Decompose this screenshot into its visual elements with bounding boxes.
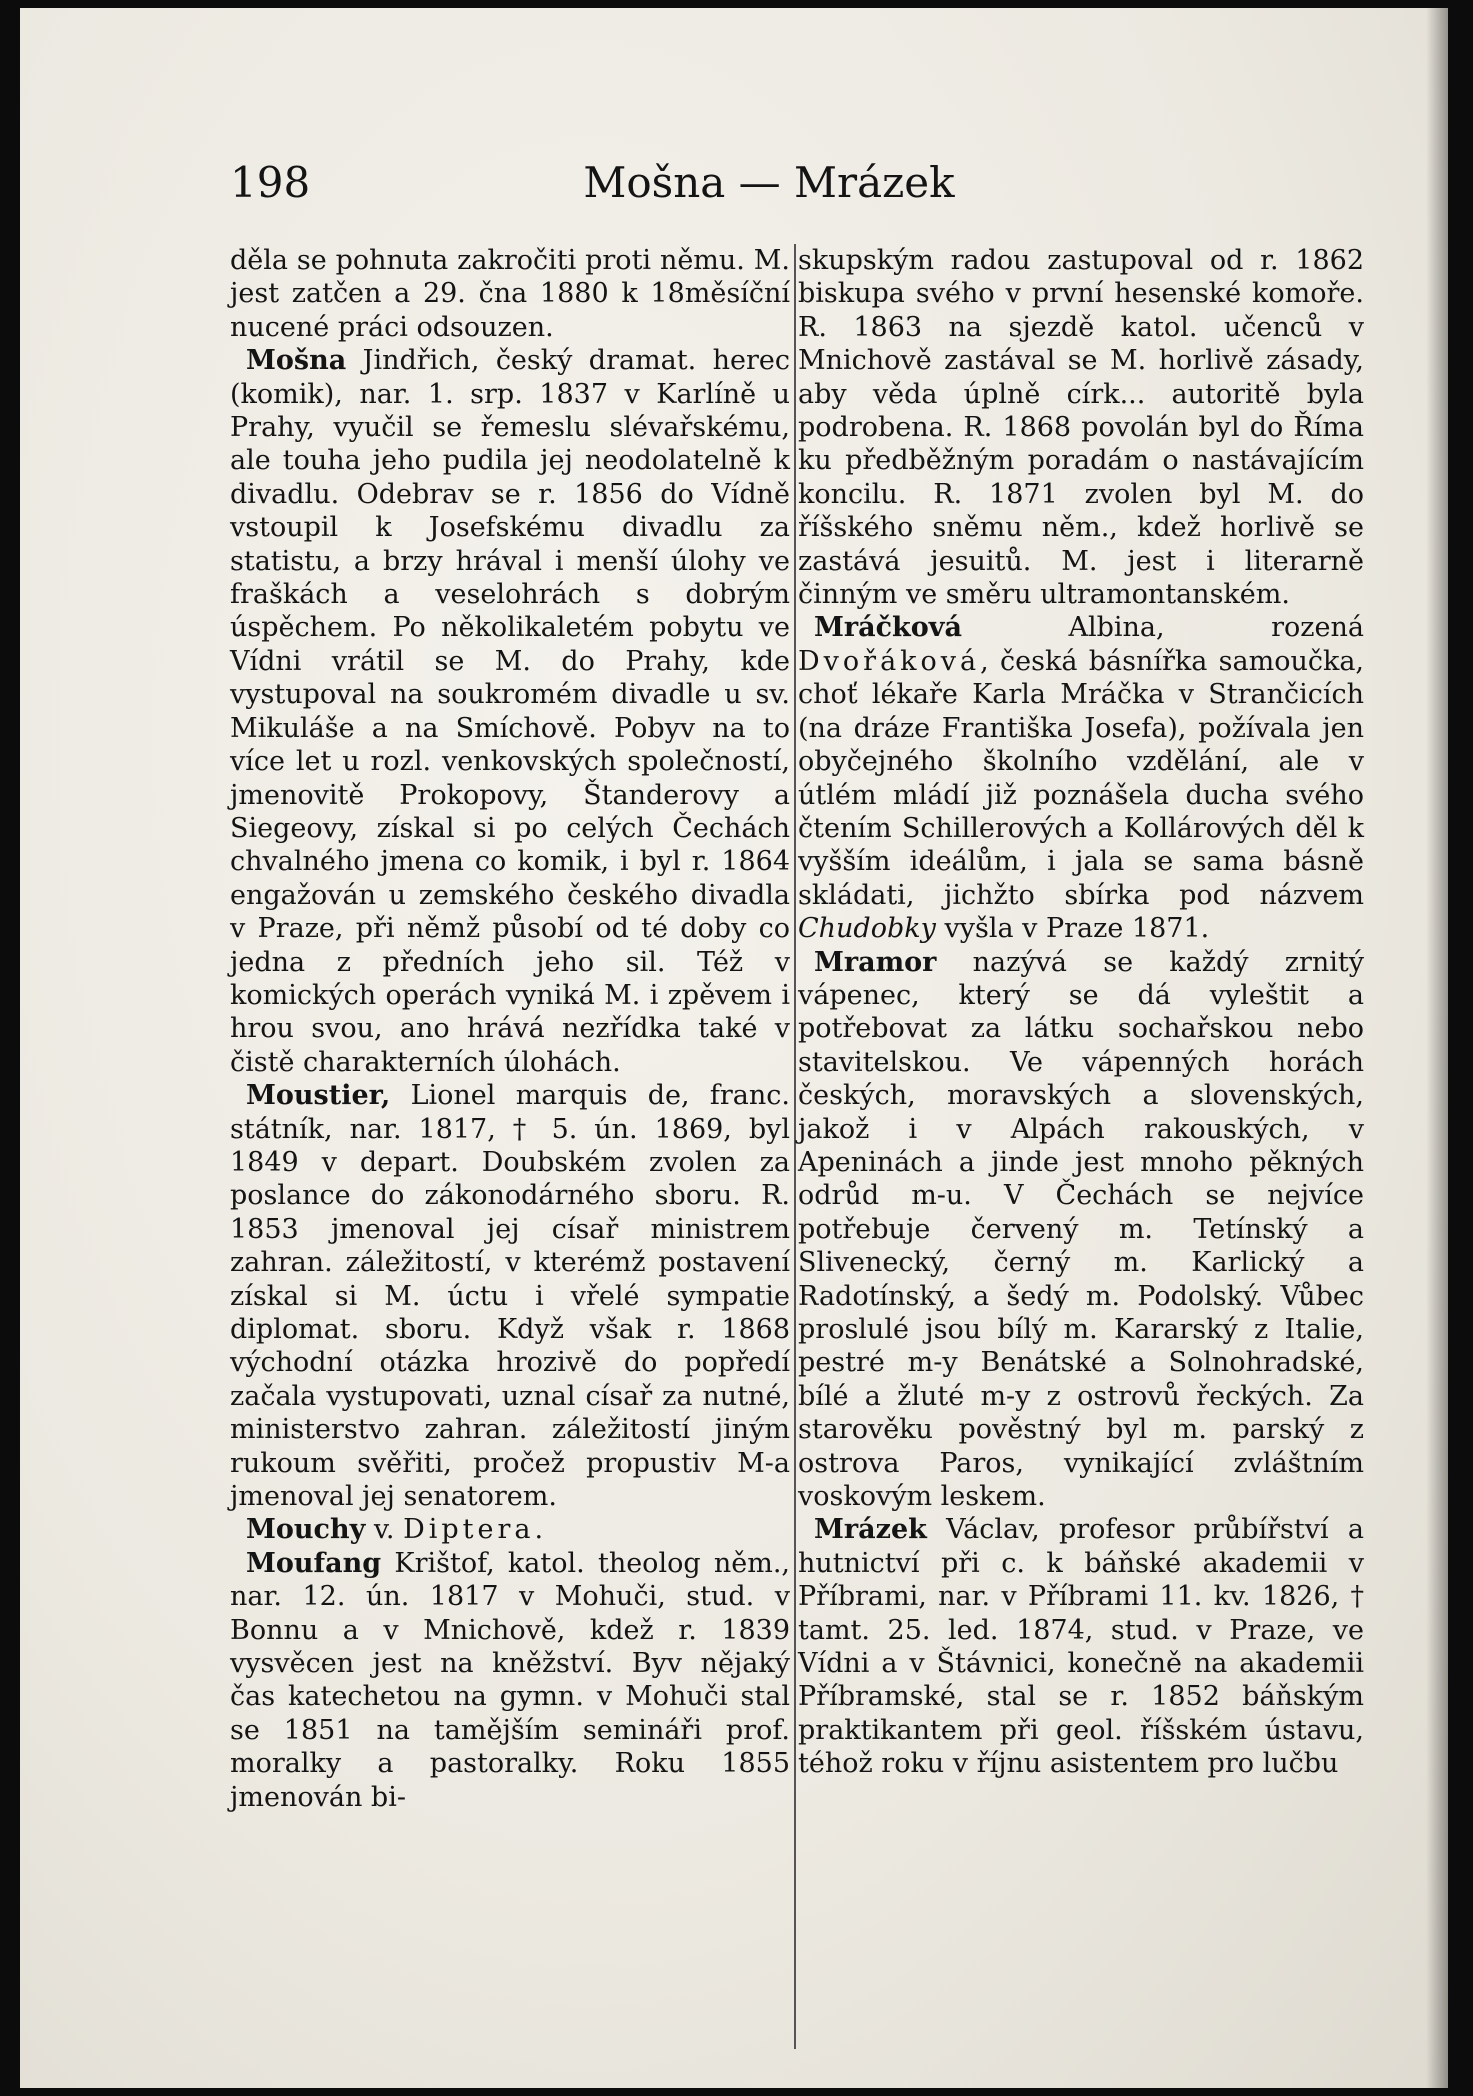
entry-mouchy: Mouchy v. Diptera. — [246, 1514, 548, 1546]
page-number: 198 — [230, 158, 311, 207]
entry-mrazek: Mrázek Václav, profesor průbířství a hutnictví při c. k báňské akademii v Příbrami, nar. v Příbrami 11. kv. 1826, † tamt. 25. led. 1874, stud. v Praze, ve Vídni a v Štávnici, konečně na akademii Příbramské, stal se r. 1852 báňským praktikantem při geol. říšském ústavu, téhož roku v říjnu asistentem pro lučbu — [798, 1514, 1364, 1780]
entry-moufang: Moufang Krištof, katol. theolog něm., nar. 12. ún. 1817 v Mohuči, stud. v Bonnu a v Mnichově, kdež r. 1839 vysvěcen jest na kněžství. Byv nějaký čas katechetou na gymn. v Mohuči stal se 1851 na tamějším semináři prof. moralky a pastoralky. Roku 1855 jmenován bi- — [230, 1547, 790, 1813]
spaced-name: Dvořáková — [798, 645, 981, 677]
headword: Mráčková — [814, 612, 962, 644]
entry-mrackova: Mráčková Albina, rozená Dvořáková, česká básnířka samoučka, choť lékaře Karla Mráčka v Strančicích (na dráze Františka Josefa), požívala jen obyčejného školního vzdělání, ale v útlém mládí již poznášela ducha svého čtením Schillerových a Kollárových děl k vyšším ideálům, i jala se sama básně skládati, jichžto sbírka pod názvem Chudobky vyšla v Praze 1871. — [798, 612, 1364, 945]
entry-moustier: Moustier, Lionel marquis de, franc. státník, nar. 1817, † 5. ún. 1869, byl 1849 v depart. Doubském zvolen za poslance do zákonodárného sboru. R. 1853 jmenoval jej císař ministrem zahran. záležitostí, v kterémž postavení získal si M. úctu i vřelé sympatie diplomat. sboru. Když však r. 1868 východní otázka hrozivě do popředí začala vystupovati, uznal císař za nutné, ministerstvo zahran. záležitostí jiným rukoum svěřiti, pročež propustiv M-a jmenoval jej senatorem. — [230, 1080, 790, 1513]
running-head: Mošna — Mrázek — [583, 158, 955, 207]
headword: Mrázek — [814, 1514, 927, 1546]
right-column — [798, 244, 1364, 2044]
entry-mramor: Mramor nazývá se každý zrnitý vápenec, který se dá vyleštit a potřebovat za látku sochařskou nebo stavitelskou. Ve vápenných horách českých, moravských a slovenských, jakož i v Alpách rakouských, v Apeninách a jinde jest mnoho pěkných odrůd m-u. V Čechách se nejvíce potřebuje červený m. Tetínský a Slivenecký, černý m. Karlický a Radotínský, a šedý m. Podolský. Vůbec proslulé jsou bílý m. Kararský z Italie, pestré m-y Benátské a Solnohradské, bílé a žluté m-y z ostrovů řeckých. Za starověku pověstný byl m. parský z ostrova Paros, vynikající zvláštním voskovým leskem. — [798, 946, 1364, 1513]
headword: Moufang — [246, 1547, 382, 1579]
headword: Mramor — [814, 946, 937, 978]
left-column — [230, 244, 790, 2044]
headword: Mošna — [246, 345, 347, 377]
entry-mosna: Mošna Jindřich, český dramat. herec (komik), nar. 1. srp. 1837 v Karlíně u Prahy, vyučil se řemeslu slévařskému, ale touha jeho pudila jej neodolatelně k divadlu. Odebrav se r. 1856 do Vídně vstoupil k Josefskému divadlu za statistu, a brzy hrával i menší úlohy ve fraškách a veselohrách s dobrým úspěchem. Po několikaletém pobytu ve Vídni vrátil se M. do Prahy, kde vystupoval na soukromém divadle u sv. Mikuláše a na Smíchově. Pobyv na to více let u rozl. venkovských společností, jmenovitě Prokopovy, Štanderovy a Siegeovy, získal si po celých Čechách chvalného jmena co komik, i byl r. 1864 engažován u zemského českého divadla v Praze, při němž působí od té doby co jedna z předních jeho sil. Též v komických operách vyniká M. i zpěvem i hrou svou, ano hrává nezřídka také v čistě charakterních úlohách. — [230, 345, 790, 1078]
book-page — [20, 8, 1448, 2088]
page-header — [230, 153, 1308, 213]
entry-continuation: děla se pohnuta zakročiti proti němu. M. jest zatčen a 29. čna 1880 k 18měsíční nucené práci odsouzen. — [230, 245, 790, 343]
column-rule — [794, 244, 796, 2049]
headword: Mouchy — [246, 1514, 366, 1546]
entry-moufang-continuation: skupským radou zastupoval od r. 1862 biskupa svého v první hesenské komoře. R. 1863 na sjezdě katol. učenců v Mnichově zastával se M. horlivě zásady, aby věda úplně círk... autoritě byla podrobena. R. 1868 povolán byl do Říma ku předběžným poradám o nastávajícím koncilu. R. 1871 zvolen byl M. do říšského sněmu něm., kdež horlivě se zastává jesuitů. M. jest i literarně činným ve směru ultramontanském. — [798, 245, 1364, 611]
cross-reference: Diptera. — [403, 1514, 548, 1546]
headword: Moustier, — [246, 1080, 391, 1112]
book-title: Chudobky — [798, 913, 936, 945]
page-edge-shadow — [1426, 8, 1448, 2088]
